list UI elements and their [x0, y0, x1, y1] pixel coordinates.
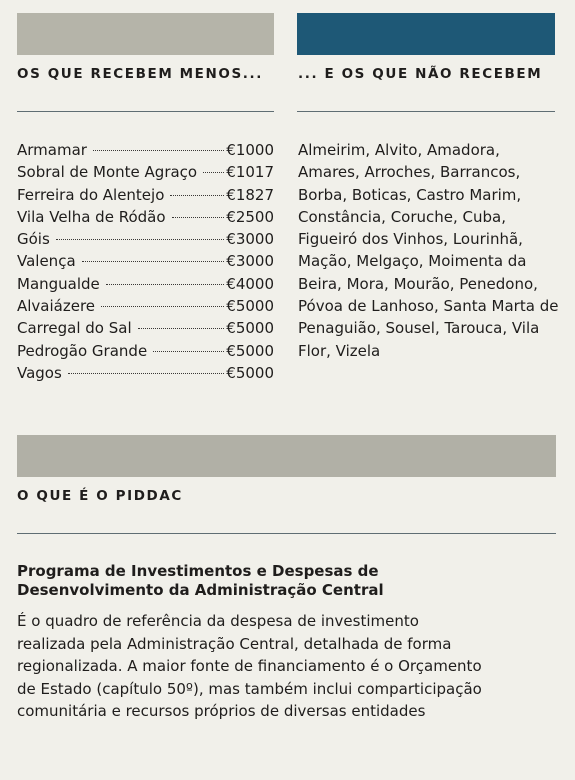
amounts-list — [17, 139, 274, 384]
dot-leader — [93, 150, 224, 151]
municipality-name: Góis — [17, 230, 50, 249]
list-item — [17, 340, 274, 362]
municipality-name: Vila Velha de Ródão — [17, 207, 166, 226]
list-item — [17, 184, 274, 206]
list-item — [17, 273, 274, 295]
dot-leader — [153, 351, 224, 352]
municipality-name: Ferreira do Alentejo — [17, 185, 165, 204]
divider-piddac — [17, 533, 556, 534]
amount-value: €5000 — [226, 341, 274, 360]
amount-value: €4000 — [226, 274, 274, 293]
right-heading: ... E OS QUE NÃO RECEBEM — [298, 66, 543, 82]
municipality-name: Pedrogão Grande — [17, 341, 148, 360]
section-bar-piddac — [17, 435, 556, 477]
list-item — [17, 250, 274, 272]
dot-leader — [56, 239, 224, 240]
municipality-name: Sobral de Monte Agraço — [17, 163, 198, 182]
header-bar-left — [17, 13, 274, 55]
municipality-name: Vagos — [17, 363, 62, 382]
piddac-heading: O QUE É O PIDDAC — [17, 488, 183, 504]
amount-value: €5000 — [226, 319, 274, 338]
amount-value: €3000 — [226, 252, 274, 271]
list-item — [17, 362, 274, 384]
amount-value: €1827 — [226, 185, 274, 204]
list-item — [17, 228, 274, 250]
municipality-name: Carregal do Sal — [17, 319, 132, 338]
dot-leader — [82, 261, 225, 262]
dot-leader — [138, 328, 225, 329]
dot-leader — [106, 284, 225, 285]
list-item — [17, 139, 274, 161]
municipality-name: Alvaiázere — [17, 297, 96, 316]
divider-left — [17, 111, 274, 112]
dot-leader — [172, 217, 225, 218]
list-item — [17, 206, 274, 228]
piddac-description: É o quadro de referência da despesa de investimento realizada pela Administração Central, detalhada de forma regionalizada. A maior fonte de financiamento é o Orçamento de Estado (capítulo 50º), mas também inclui comparticipação comunitária e recursos próprios de diversas entidades — [17, 612, 482, 720]
piddac-title: Programa de Investimentos e Despesas de Desenvolvimento da Administração Central — [17, 562, 384, 599]
divider-right — [297, 111, 555, 112]
amount-value: €3000 — [226, 230, 274, 249]
amount-value: €1017 — [226, 163, 274, 182]
municipality-name: Mangualde — [17, 274, 100, 293]
dot-leader — [101, 306, 224, 307]
no-funding-municipalities: Almeirim, Alvito, Amadora, Amares, Arroches, Barrancos, Borba, Boticas, Castro Marim, Constância, Coruche, Cuba, Figueiró dos Vinhos, Lourinhã, Mação, Melgaço, Moimenta da Beira, Mora, Mourão, Penedono, Póvoa de Lanhoso, Santa Marta de Penaguião, Sousel, Tarouca, Vila Flor, Vizela — [298, 141, 559, 360]
amount-value: €1000 — [226, 141, 274, 159]
amount-value: €2500 — [226, 207, 274, 226]
list-item — [17, 161, 274, 183]
municipality-name: Valença — [17, 252, 76, 271]
municipality-name: Armamar — [17, 141, 87, 159]
dot-leader — [203, 172, 224, 173]
dot-leader — [68, 373, 224, 374]
amount-value: €5000 — [226, 363, 274, 382]
left-heading: OS QUE RECEBEM MENOS... — [17, 66, 263, 82]
dot-leader — [170, 195, 224, 196]
amount-value: €5000 — [226, 297, 274, 316]
list-item — [17, 295, 274, 317]
list-item — [17, 317, 274, 339]
header-bar-right — [297, 13, 555, 55]
